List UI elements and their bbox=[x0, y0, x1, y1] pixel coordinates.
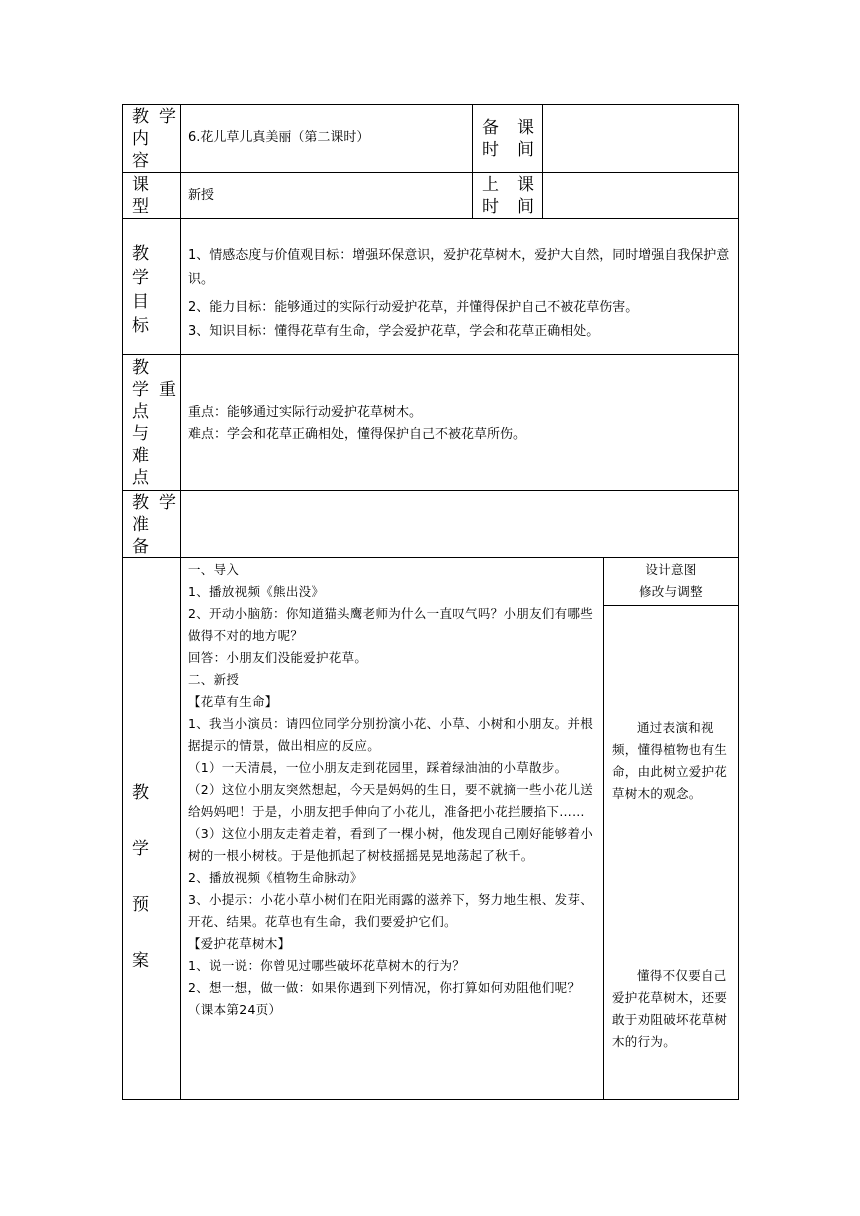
key-points-list bbox=[188, 402, 730, 446]
class-time-label bbox=[482, 174, 534, 218]
plan-line: 2、想一想，做一做：如果你遇到下列情况，你打算如何劝阻他们呢？（课本第24页） bbox=[188, 980, 581, 1017]
content-label bbox=[132, 106, 176, 172]
label-line: 型 bbox=[132, 197, 149, 217]
plan-line: 1、说一说：你曾见过哪些破坏花草树木的行为？ bbox=[188, 958, 466, 973]
key-point-item: 难点：学会和花草正确相处，懂得保护自己不被花草所伤。 bbox=[188, 427, 527, 442]
plan-line: 【花草有生命】 bbox=[188, 694, 278, 709]
label-line: 备 bbox=[132, 537, 149, 557]
label-line: 学 重 bbox=[132, 380, 176, 400]
label-line: 准 bbox=[132, 515, 149, 535]
goals-list bbox=[188, 244, 730, 344]
plan-line: （3）这位小朋友走着走着，看到了一棵小树，他发现自己刚好能够着小树的一根小树枝。于是他抓起了树枝摇摇晃晃地荡起了秋千。 bbox=[188, 826, 594, 863]
prep-time-label bbox=[482, 117, 534, 161]
label-line: 点 bbox=[132, 402, 149, 422]
label-line: 难 bbox=[132, 446, 149, 466]
grid-line bbox=[738, 104, 739, 1100]
plan-line: （1）一天清晨，一位小朋友走到花园里，踩着绿油油的小草散步。 bbox=[188, 760, 568, 775]
grid-line bbox=[122, 172, 739, 173]
label-line: 教 学 bbox=[132, 493, 176, 513]
label-line: 备 课 bbox=[482, 118, 534, 138]
type-label bbox=[132, 174, 176, 218]
label-line: 预 bbox=[132, 895, 149, 915]
label-line: 与 bbox=[132, 424, 149, 444]
goal-item: 1、情感态度与价值观目标：增强环保意识，爱护花草树木，爱护大自然，同时增强自我保护意识。 bbox=[188, 248, 730, 287]
grid-line bbox=[122, 490, 739, 491]
label-line: 点 bbox=[132, 468, 149, 488]
grid-line bbox=[122, 218, 739, 219]
label-line: 容 bbox=[132, 151, 149, 171]
header-line: 修改与调整 bbox=[638, 584, 703, 599]
grid-line bbox=[122, 104, 739, 105]
goals-label bbox=[132, 242, 176, 338]
plan-line: 1、播放视频《熊出没》 bbox=[188, 584, 325, 599]
grid-line bbox=[122, 557, 739, 558]
grid-line bbox=[603, 605, 739, 606]
goal-item: 3、知识目标：懂得花草有生命，学会爱护花草，学会和花草正确相处。 bbox=[188, 324, 600, 339]
lesson-type: 新授 bbox=[188, 188, 215, 203]
label-line: 课 bbox=[132, 175, 149, 195]
design-intent-header bbox=[604, 559, 738, 603]
plan-line: 2、播放视频《植物生命脉动》 bbox=[188, 870, 363, 885]
grid-line bbox=[122, 1099, 739, 1100]
plan-line: 2、开动小脑筋：你知道猫头鹰老师为什么一直叹气吗？小朋友们有哪些做得不对的地方呢？ bbox=[188, 606, 594, 643]
label-line: 内 bbox=[132, 129, 149, 149]
label-line: 标 bbox=[132, 316, 149, 336]
grid-line bbox=[472, 104, 473, 219]
label-line: 教 bbox=[132, 358, 149, 378]
goal-item: 2、能力目标：能够通过的实际行动爱护花草，并懂得保护自己不被花草伤害。 bbox=[188, 300, 639, 315]
design-intent-note: 通过表演和视频，懂得植物也有生命，由此树立爱护花草树木的观念。 bbox=[612, 720, 728, 801]
label-line: 学 bbox=[132, 839, 149, 859]
label-line: 案 bbox=[132, 951, 149, 971]
grid-line bbox=[603, 557, 604, 1100]
label-line: 教 学 bbox=[132, 107, 176, 127]
plan-label bbox=[132, 765, 176, 989]
label-line: 时 间 bbox=[482, 140, 534, 160]
label-line: 学 bbox=[132, 268, 149, 288]
key-points-label bbox=[132, 357, 176, 489]
label-line: 教 bbox=[132, 783, 149, 803]
preparation-label bbox=[132, 492, 176, 558]
plan-line: （2）这位小朋友突然想起，今天是妈妈的生日，要不就摘一些小花儿送给妈妈吧！于是，小朋友把手伸向了小花儿，准备把小花拦腰掐下…… bbox=[188, 782, 594, 819]
label-line: 时 间 bbox=[482, 197, 534, 217]
plan-body bbox=[188, 559, 597, 1021]
plan-line: 一、导入 bbox=[188, 562, 240, 577]
plan-line: 1、我当小演员：请四位同学分别扮演小花、小草、小树和小朋友。并根据提示的情景，做出相应的反应。 bbox=[188, 716, 594, 753]
key-point-item: 重点：能够通过实际行动爱护花草树木。 bbox=[188, 405, 423, 420]
grid-line bbox=[180, 104, 181, 1100]
label-line: 目 bbox=[132, 292, 149, 312]
label-line: 教 bbox=[132, 244, 149, 264]
plan-line: 3、小提示：小花小草小树们在阳光雨露的滋养下，努力地生根、发芽、开花、结果。花草也有生命，我们要爱护它们。 bbox=[188, 892, 594, 929]
lesson-title: 6.花儿草儿真美丽（第二课时） bbox=[188, 130, 370, 145]
grid-line bbox=[122, 354, 739, 355]
plan-line: 二、新授 bbox=[188, 672, 240, 687]
grid-line bbox=[542, 104, 543, 219]
plan-line: 【爱护花草树木】 bbox=[188, 936, 291, 951]
plan-line: 回答：小朋友们没能爱护花草。 bbox=[188, 650, 368, 665]
grid-line bbox=[122, 104, 123, 1100]
label-line: 上 课 bbox=[482, 175, 534, 195]
design-intent-note: 懂得不仅要自己爱护花草树木，还要敢于劝阻破坏花草树木的行为。 bbox=[612, 968, 728, 1049]
header-line: 设计意图 bbox=[645, 562, 697, 577]
